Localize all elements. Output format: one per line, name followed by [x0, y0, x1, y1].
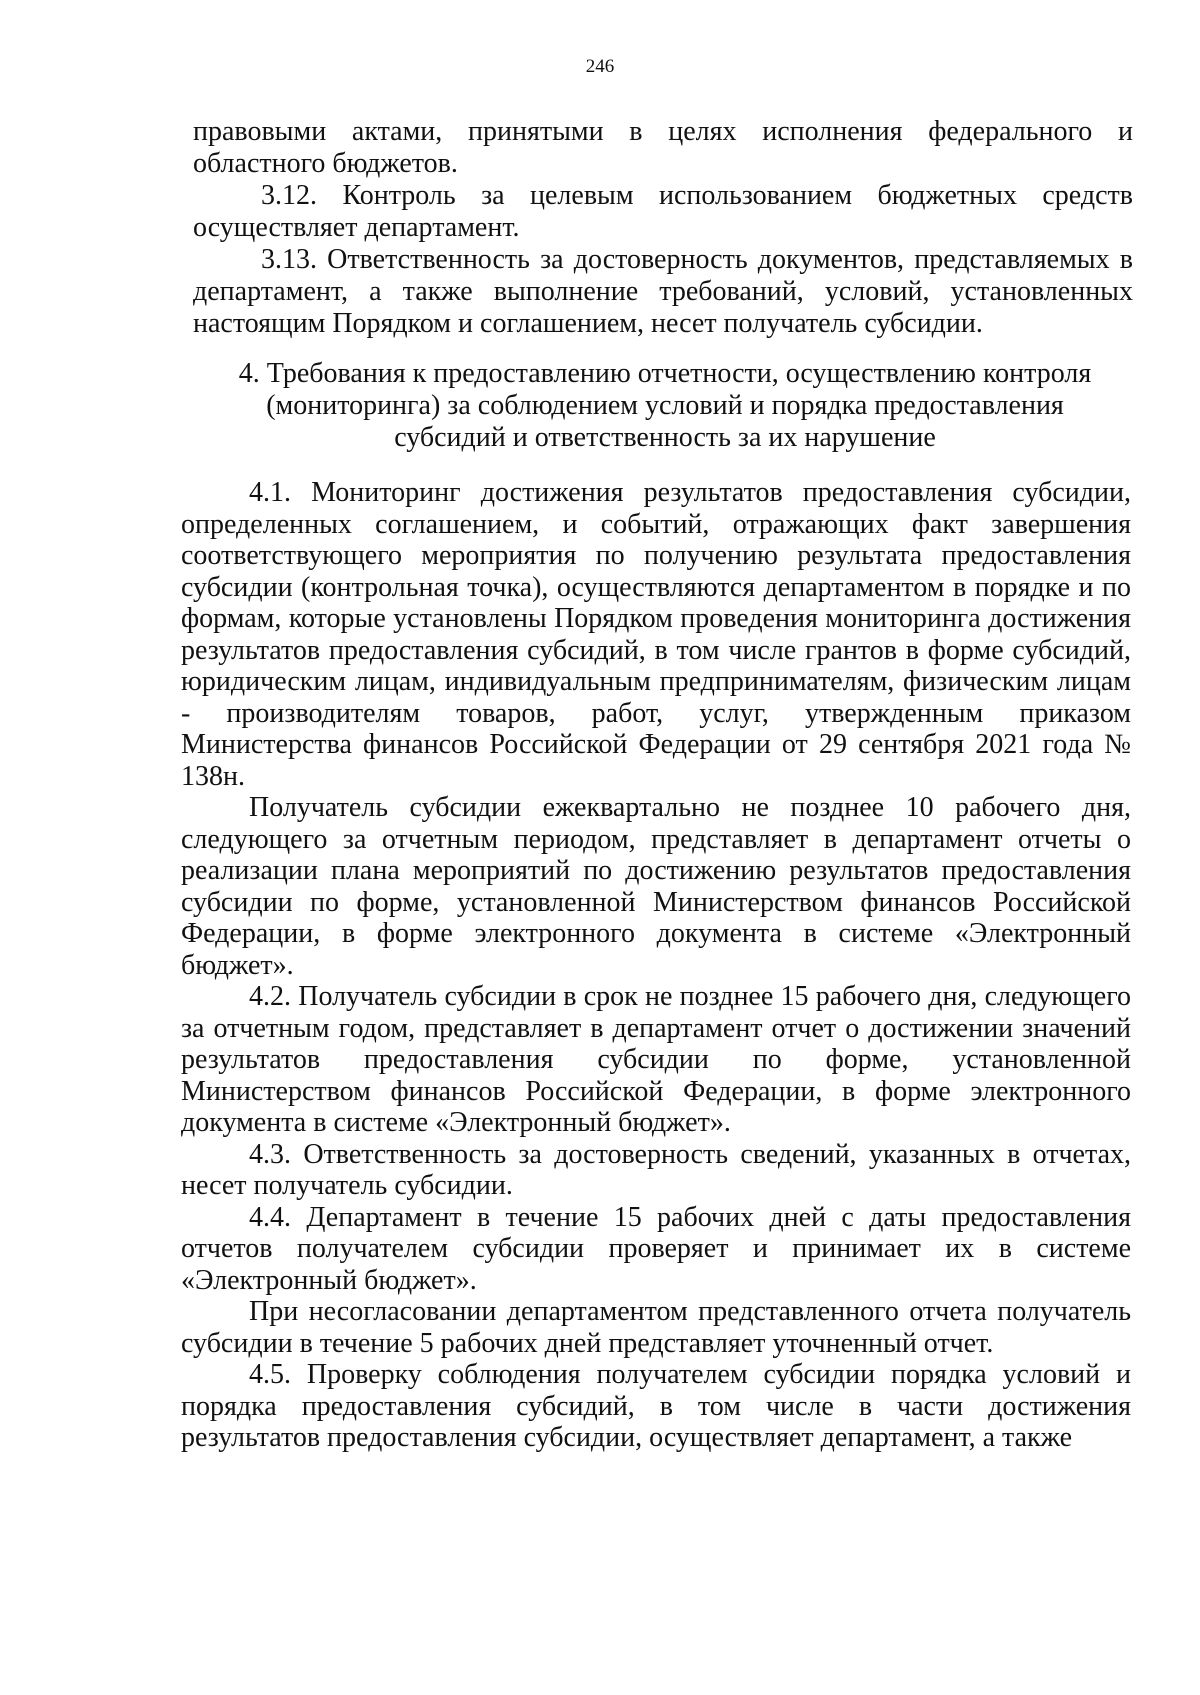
paragraph-4-4: 4.4. Департамент в течение 15 рабочих дней с даты предоставления отчетов получателем субсидии проверяет и принимает их в системе «Электронный бюджет».	[181, 1201, 1131, 1296]
text-block-section-4	[181, 477, 1131, 1454]
paragraph-continuation: правовыми актами, принятыми в целях исполнения федерального и областного бюджетов.	[193, 116, 1133, 179]
paragraph-3-13: 3.13. Ответственность за достоверность документов, представляемых в департамент, а также выполнение требований, условий, установленных настоящим Порядком и соглашением, несет получатель субсидии.	[193, 244, 1133, 339]
paragraph-3-12: 3.12. Контроль за целевым использованием бюджетных средств осуществляет департамент.	[193, 180, 1133, 243]
heading-line-3: субсидий и ответственность за их нарушение	[394, 422, 936, 453]
heading-line-2: (мониторинга) за соблюдением условий и порядка предоставления	[266, 390, 1064, 421]
paragraph-4-3: 4.3. Ответственность за достоверность сведений, указанных в отчетах, несет получатель субсидии.	[181, 1138, 1131, 1201]
paragraph-4-1-reporting: Получатель субсидии ежеквартально не позднее 10 рабочего дня, следующего за отчетным периодом, представляет в департамент отчеты о реализации плана мероприятий по достижению результатов предоставления субсидии по форме, установленной Министерством финансов Российской Федерации, в форме электронного документа в системе «Электронный бюджет».	[181, 792, 1131, 981]
paragraph-4-5: 4.5. Проверку соблюдения получателем субсидии порядка условий и порядка предоставления субсидий, в том числе в части достижения результатов предоставления субсидии, осуществляет департамент, а также	[181, 1359, 1131, 1453]
heading-line-1: 4. Требования к предоставлению отчетности, осуществлению контроля	[238, 358, 1092, 389]
text-block-top	[193, 116, 1133, 340]
paragraph-4-1: 4.1. Мониторинг достижения результатов предоставления субсидии, определенных соглашением, и событий, отражающих факт завершения соответствующего мероприятия по получению результата предоставления субсидии (контрольная точка), осуществляются департаментом в порядке и по формам, которые установлены Порядком проведения мониторинга достижения результатов предоставления субсидий, в том числе грантов в форме субсидий, юридическим лицам, индивидуальным предпринимателям, физическим лицам - производителям товаров, работ, услуг, утвержденным приказом Министерства финансов Российской Федерации от 29 сентября 2021 года № 138н.	[181, 477, 1131, 792]
paragraph-4-4-revision: При несогласовании департаментом представленного отчета получатель субсидии в течение 5 рабочих дней представляет уточненный отчет.	[181, 1296, 1131, 1359]
section-4-heading	[170, 358, 1160, 454]
page-number: 246	[585, 56, 615, 77]
paragraph-4-2: 4.2. Получатель субсидии в срок не позднее 15 рабочего дня, следующего за отчетным годом, представляет в департамент отчет о достижении значений результатов предоставления субсидии по форме, установленной Министерством финансов Российской Федерации, в форме электронного документа в системе «Электронный бюджет».	[181, 981, 1131, 1138]
